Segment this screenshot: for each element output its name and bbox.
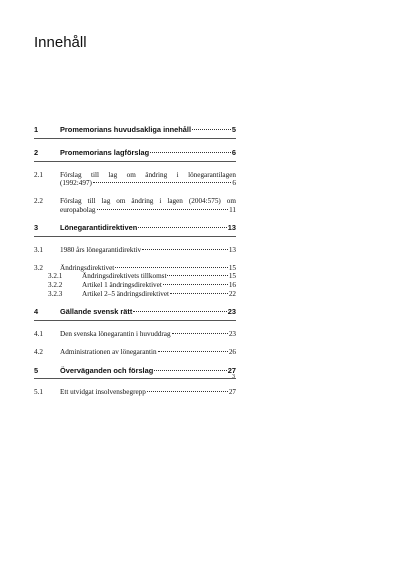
toc-page: 26 (228, 347, 236, 356)
toc-page: 23 (227, 307, 236, 317)
toc-title-line1: Förslag till lag om ändring i lagen (2004:575) om (60, 197, 236, 206)
toc-title: Administrationen av lönegarantin (60, 347, 157, 356)
toc-number: 3.2.1 (48, 272, 63, 281)
toc-title: Promemorians huvudsakliga innehåll (60, 125, 192, 134)
toc-title: Artikel 1 ändringsdirektivet (82, 281, 162, 290)
toc-title: Artikel 2–5 ändringsdirektivet (82, 289, 170, 298)
toc-entry-1[interactable] (34, 126, 236, 139)
toc-title-line2: (1992:497) (60, 179, 92, 188)
toc-title: Lönegarantidirektiven (60, 223, 138, 233)
toc-number: 2.2 (34, 197, 43, 206)
toc-leader (150, 152, 231, 153)
toc-page: 22 (228, 289, 236, 298)
toc-page: 13 (228, 246, 236, 255)
page-title: Innehåll (34, 34, 87, 51)
toc-entry-3-2-2[interactable] (34, 281, 236, 290)
toc-number: 4.1 (34, 330, 43, 339)
toc-leader (115, 267, 228, 268)
toc-number: 3.1 (34, 246, 43, 255)
toc-number: 2.1 (34, 170, 43, 179)
toc-page: 23 (228, 330, 236, 339)
toc-number: 3.2.3 (48, 289, 63, 298)
page-number: 3 (232, 374, 235, 380)
toc-number: 3.2 (34, 263, 43, 272)
toc-entry-3[interactable] (34, 224, 236, 237)
toc-entry-5[interactable] (34, 367, 236, 380)
toc-title-line2: europabolag (60, 205, 96, 214)
toc-leader (138, 227, 227, 228)
toc-page: 27 (228, 388, 236, 397)
table-of-contents (34, 126, 236, 397)
toc-page: 13 (227, 223, 236, 233)
toc-leader (167, 275, 227, 276)
toc-number: 3 (34, 223, 39, 233)
toc-entry-2[interactable] (34, 149, 236, 162)
toc-entry-2-2[interactable] (34, 197, 236, 214)
toc-leader (133, 311, 226, 312)
toc-number: 1 (34, 125, 39, 134)
toc-number: 3.2.2 (48, 281, 63, 290)
toc-number: 4.2 (34, 347, 43, 356)
toc-leader (192, 129, 231, 130)
toc-title: Ändringsdirektivet (60, 263, 115, 272)
toc-title: Promemorians lagförslag (60, 147, 150, 157)
toc-title: Överväganden och förslag (60, 365, 154, 375)
toc-leader (147, 391, 228, 392)
toc-title: Gällande svensk rätt (60, 307, 133, 317)
toc-title: Den svenska lönegarantin i huvuddrag (60, 330, 171, 339)
toc-entry-3-2-3[interactable] (34, 290, 236, 299)
toc-page: 27 (227, 365, 236, 375)
toc-title: 1980 års lönegarantidirektiv (60, 246, 142, 255)
toc-entry-3-1[interactable] (34, 246, 236, 255)
toc-leader (158, 351, 228, 352)
toc-title: Ett utvidgat insolvensbegrepp (60, 388, 146, 397)
toc-page: 6 (232, 179, 236, 188)
toc-number: 4 (34, 307, 39, 317)
toc-page: 16 (228, 281, 236, 290)
toc-title: Ändringsdirektivets tillkomst (82, 272, 167, 281)
toc-page: 15 (228, 272, 236, 281)
toc-entry-4-2[interactable] (34, 348, 236, 357)
toc-leader (172, 333, 228, 334)
toc-entry-4[interactable] (34, 308, 236, 321)
toc-leader (97, 209, 229, 210)
toc-leader (170, 293, 228, 294)
toc-page: 5 (231, 125, 236, 134)
toc-leader (163, 284, 228, 285)
toc-entry-3-2-1[interactable] (34, 272, 236, 281)
toc-entry-4-1[interactable] (34, 330, 236, 339)
toc-entry-2-1[interactable] (34, 171, 236, 188)
toc-page: 6 (231, 147, 236, 157)
toc-leader (93, 182, 231, 183)
toc-entry-5-1[interactable] (34, 388, 236, 397)
toc-leader (154, 370, 227, 371)
toc-title-line1: Förslag till lag om ändring i lönegarantilagen (60, 170, 236, 179)
toc-page: 11 (229, 205, 236, 214)
toc-number: 2 (34, 147, 39, 157)
toc-number: 5 (34, 365, 39, 375)
toc-leader (142, 249, 228, 250)
toc-number: 5.1 (34, 388, 43, 397)
toc-page: 15 (228, 263, 236, 272)
